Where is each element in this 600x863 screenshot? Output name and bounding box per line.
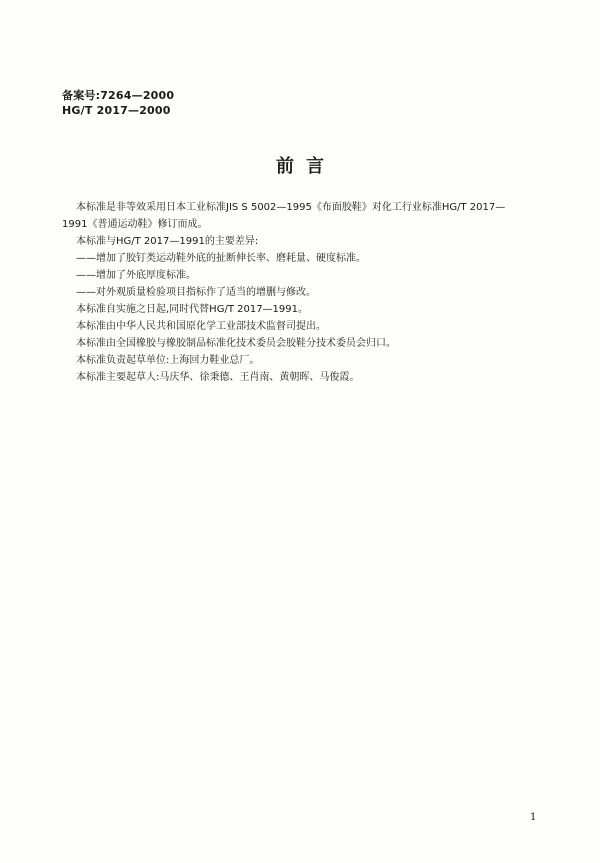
paragraph: 本标准主要起草人:马庆华、徐秉德、王肖南、黄朝晖、马俊霞。: [76, 372, 360, 383]
document-header: [62, 88, 174, 118]
page-number: 1: [530, 812, 537, 823]
page-title: 前言: [276, 156, 336, 177]
paragraph: 本标准自实施之日起,同时代替HG/T 2017—1991。: [76, 304, 309, 315]
paragraph: 本标准由全国橡胶与橡胶制品标准化技术委员会胶鞋分技术委员会归口。: [76, 338, 396, 349]
document-body: [62, 199, 546, 386]
paragraph: 本标准是非等效采用日本工业标准JIS S 5002—1995《布面胶鞋》对化工行业标准HG/T 2017—: [76, 202, 506, 213]
record-number: 备案号:7264—2000: [62, 89, 175, 102]
paragraph: 本标准与HG/T 2017—1991的主要差异:: [76, 236, 259, 247]
list-item: ——对外观质量检验项目指标作了适当的增删与修改。: [76, 287, 316, 298]
paragraph: 本标准负责起草单位:上海回力鞋业总厂。: [76, 355, 260, 366]
list-item: ——增加了外底厚度标准。: [76, 270, 196, 281]
standard-number: HG/T 2017—2000: [62, 104, 171, 117]
paragraph: 本标准由中华人民共和国原化学工业部技术监督司提出。: [76, 321, 326, 332]
paragraph-continuation: 1991《普通运动鞋》修订而成。: [62, 219, 208, 230]
list-item: ——增加了胶钉类运动鞋外底的扯断伸长率、磨耗量、硬度标准。: [76, 253, 366, 264]
